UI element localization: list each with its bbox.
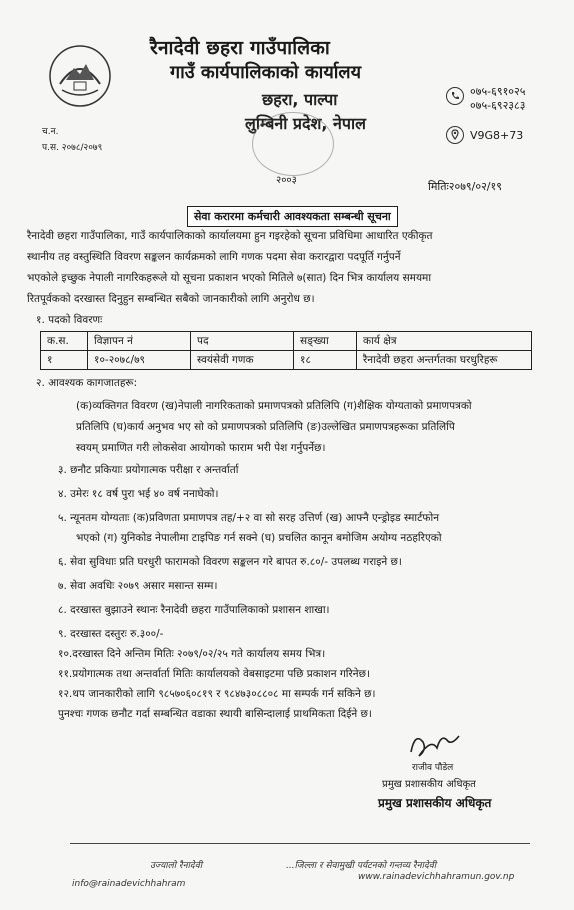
office-title: गाउँ कार्यपालिकाको कार्यालय bbox=[170, 62, 362, 83]
date: मितिः२०७९/०२/१९ bbox=[428, 180, 502, 193]
office-stamp bbox=[252, 112, 334, 176]
item-10: १०.दरखास्त दिने अन्तिम मितिः २०७९/०२/२५ गते कार्यालय समय भित्र। bbox=[58, 648, 326, 660]
footer-divider bbox=[70, 843, 530, 844]
post-details-table bbox=[40, 331, 532, 370]
col-quantity: सङ्ख्या bbox=[294, 332, 357, 351]
item-3: ३. छनौट प्रकियाः प्रयोगात्मक परीक्षा र अन्तर्वार्ता bbox=[58, 464, 239, 476]
documents-list bbox=[76, 396, 556, 459]
table-header-row bbox=[41, 332, 532, 351]
signature-mark bbox=[405, 728, 465, 764]
phone-number-1: ०७५-६९१०२५ bbox=[470, 85, 526, 98]
notice-title: सेवा करारमा कर्मचारी आवश्यकता सम्बन्धी सूचना bbox=[187, 206, 398, 227]
province-line: लुम्बिनी प्रदेश, नेपाल bbox=[245, 114, 367, 133]
phone-number-2: ०७५-६९२३८३ bbox=[470, 99, 526, 112]
item-9: ९. दरखास्त दस्तुरः रु.३००/- bbox=[58, 628, 164, 640]
intro-line: रैनादेवी छहरा गाउँपालिका, गाउँ कार्यपालिकाको कार्यालयमा हुन गइरहेको सूचना प्रविधिमा आधारित एकीकृत bbox=[27, 230, 433, 242]
footer-slogan-right: ...जिल्ला र सेवामुखी पर्यटनको गन्तव्य रैनादेवी bbox=[286, 861, 437, 871]
org-title: रैनादेवी छहरा गाउँपालिका bbox=[150, 37, 330, 59]
signatory-title-2: प्रमुख प्रशासकीय अधिकृत bbox=[378, 796, 492, 810]
cell-work-area: रैनादेवी छहरा अन्तर्गतका घरधुरिहरू bbox=[357, 351, 532, 370]
item-5a: ५. न्यूनतम योग्यताः (क)प्रविणता प्रमाणपत्र तह/+२ वा सो सरह उत्तिर्ण (ख) आफ्नै एन्ड्रोइड स्मार्टफोन bbox=[58, 512, 440, 524]
item-7: ७. सेवा अवधिः २०७९ असार मसान्त सम्म। bbox=[58, 580, 218, 592]
section-1-heading: १. पदको विवरणः bbox=[36, 314, 103, 326]
plus-code: V9G8+73 bbox=[470, 129, 524, 142]
documents-line: स्वयम् प्रमाणित गरी लोकसेवा आयोगको फाराम भरी पेश गर्नुपर्नेछ। bbox=[76, 442, 326, 454]
item-6: ६. सेवा सुविधाः प्रति घरधुरी फारामको विवरण सङ्कलन गरे बापत रु.८०/- उपलब्ध गराइने छ। bbox=[58, 556, 402, 568]
footer-website[interactable]: www.rainadevichhahramun.gov.np bbox=[358, 872, 515, 882]
col-work-area: कार्य क्षेत्र bbox=[357, 332, 532, 351]
intro-paragraph bbox=[27, 226, 557, 310]
documents-line: प्रतिलिपि (घ)कार्य अनुभव भए सो को प्रमाणपत्रको प्रतिलिपि (ङ)उल्लेखित प्रमाणपत्रहरूका प्रतिलिपि bbox=[76, 421, 455, 433]
cell-ad-number: १०-२०७८/७९ bbox=[88, 351, 191, 370]
table-row bbox=[41, 351, 532, 370]
footer-slogan-left: उज्यालो रैनादेवी bbox=[150, 861, 203, 871]
cell-serial: १ bbox=[41, 351, 88, 370]
signatory-name: राजीव पौडेल bbox=[412, 763, 454, 773]
signatory-title-1: प्रमुख प्रशासकीय अधिकृत bbox=[382, 779, 476, 790]
section-2-heading: २. आवश्यक कागजातहरू: bbox=[36, 377, 138, 389]
item-5b: भएको (ग) युनिकोड नेपालीमा टाइपिङ गर्न सक्ने (घ) प्रचलित कानून बमोजिम अयोग्य नठहरिएको bbox=[76, 532, 442, 544]
fiscal-year-label: प.स. २०७८/२०७९ bbox=[42, 143, 103, 153]
postscript-note: पुनश्चः गणक छनौट गर्दा सम्बन्धित वडाका स्थायी बासिन्दालाई प्राथमिकता दिईने छ। bbox=[58, 708, 372, 720]
intro-line: स्थानीय तह वस्तुस्थिति विवरण सङ्कलन कार्यक्रमको लागि गणक पदमा सेवा करारद्वारा पदपूर्ति गर्नुपर्ने bbox=[27, 251, 401, 263]
col-ad-number: विज्ञापन नं bbox=[88, 332, 191, 351]
item-11: ११.प्रयोगात्मक तथा अन्तर्वार्ता मितिः कार्यालयको वेबसाइटमा पछि प्रकाशन गरिनेछ। bbox=[58, 668, 370, 680]
phone-icon bbox=[446, 87, 464, 105]
item-4: ४. उमेरः १८ वर्ष पुरा भई ४० वर्ष ननाघेको। bbox=[58, 488, 219, 500]
col-post: पद bbox=[191, 332, 294, 351]
cell-post: स्वयंसेवी गणक bbox=[191, 351, 294, 370]
dispatch-number: २००३ bbox=[276, 175, 297, 186]
col-serial: क.स. bbox=[41, 332, 88, 351]
item-8: ८. दरखास्त बुझाउने स्थानः रैनादेवी छहरा गाउँपालिकाको प्रशासन शाखा। bbox=[58, 604, 330, 616]
location-pin-icon bbox=[446, 126, 464, 144]
item-12: १२.थप जानकारीको लागि ९८५७०६०८१९ र ९८४७३०८८०८ मा सम्पर्क गर्न सकिने छ। bbox=[58, 688, 376, 700]
address-line: छहरा, पाल्पा bbox=[262, 90, 338, 109]
footer-email[interactable]: info@rainadevichhahram bbox=[72, 879, 186, 889]
cell-quantity: १८ bbox=[294, 351, 357, 370]
nepal-emblem-icon bbox=[48, 44, 112, 108]
intro-line: भएकोले इच्छुक नेपाली नागरिकहरूले यो सूचना प्रकाशन भएको मितिले ७(सात) दिन भित्र कार्यालय समयमा bbox=[27, 272, 432, 284]
documents-line: (क)व्यक्तिगत विवरण (ख)नेपाली नागरिकताको प्रमाणपत्रको प्रतिलिपि (ग)शैक्षिक योग्यताको प्रमाणपत्रको bbox=[76, 400, 472, 412]
intro-line: रितपूर्वकको दरखास्त दिनुहुन सम्बन्धित सबैको जानकारीको लागि अनुरोध छ। bbox=[27, 293, 315, 305]
ref-number-label: च.न. bbox=[42, 127, 59, 137]
